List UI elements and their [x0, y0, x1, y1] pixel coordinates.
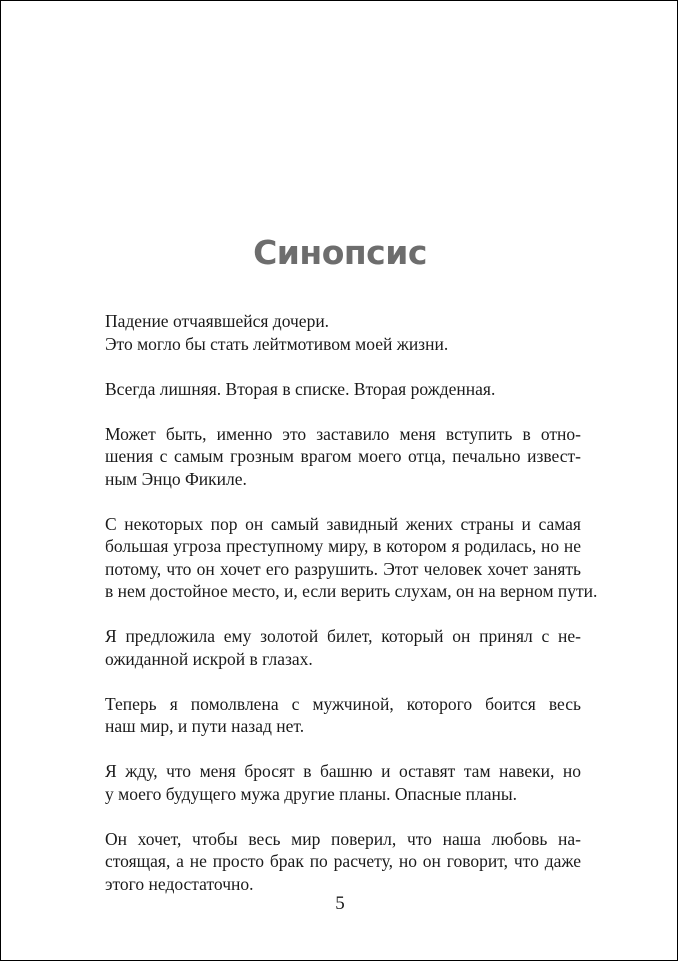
text-line: у моего будущего мужа другие планы. Опасные планы. [105, 783, 518, 804]
text-line: Это могло бы стать лейтмотивом моей жизни. [105, 333, 449, 354]
synopsis-text [105, 310, 598, 918]
paragraph-6 [105, 693, 581, 738]
text-line: ожиданной искрой в глазах. [105, 648, 313, 669]
text-line: большая угроза преступному миру, в котором я родилась, но не [105, 536, 581, 556]
text-line: ным Энцо Фикиле. [105, 468, 247, 489]
paragraph-4 [105, 513, 598, 603]
paragraph-1 [105, 310, 581, 355]
text-line: Он хочет, чтобы весь мир поверил, что наша любовь на- [105, 828, 581, 849]
text-line: Всегда лишняя. Вторая в списке. Вторая рожденная. [105, 378, 496, 399]
page-number: 5 [335, 893, 345, 914]
text-line: Теперь я помолвлена с мужчиной, которого боится весь [105, 693, 581, 714]
text-line: шения с самым грозным врагом моего отца, печально извест- [105, 446, 581, 466]
text-line: Падение отчаявшейся дочери. [105, 311, 330, 331]
text-line: стоящая, а не просто брак по расчету, но он говорит, что даже [105, 851, 581, 871]
text-line: С некоторых пор он самый завидный жених страны и самая [105, 513, 581, 534]
text-line: этого недостаточно. [105, 873, 254, 894]
text-line: Я жду, что меня бросят в башню и оставят там навеки, но [105, 761, 581, 781]
text-line: Я предложила ему золотой билет, который он принял с не- [105, 626, 581, 646]
chapter-title: Синопсис [253, 233, 427, 272]
paragraph-2 [105, 378, 581, 401]
paragraph-8 [105, 828, 581, 896]
paragraph-7 [105, 760, 581, 805]
text-line: наш мир, и пути назад нет. [105, 716, 305, 736]
text-line: Может быть, именно это заставило меня вступить в отно- [105, 423, 581, 444]
paragraph-3 [105, 423, 581, 491]
paragraph-5 [105, 625, 581, 670]
text-line: потому, что он хочет его разрушить. Этот человек хочет занять [105, 558, 581, 579]
text-line: в нем достойное место, и, если верить слухам, он на верном пути. [105, 581, 598, 601]
